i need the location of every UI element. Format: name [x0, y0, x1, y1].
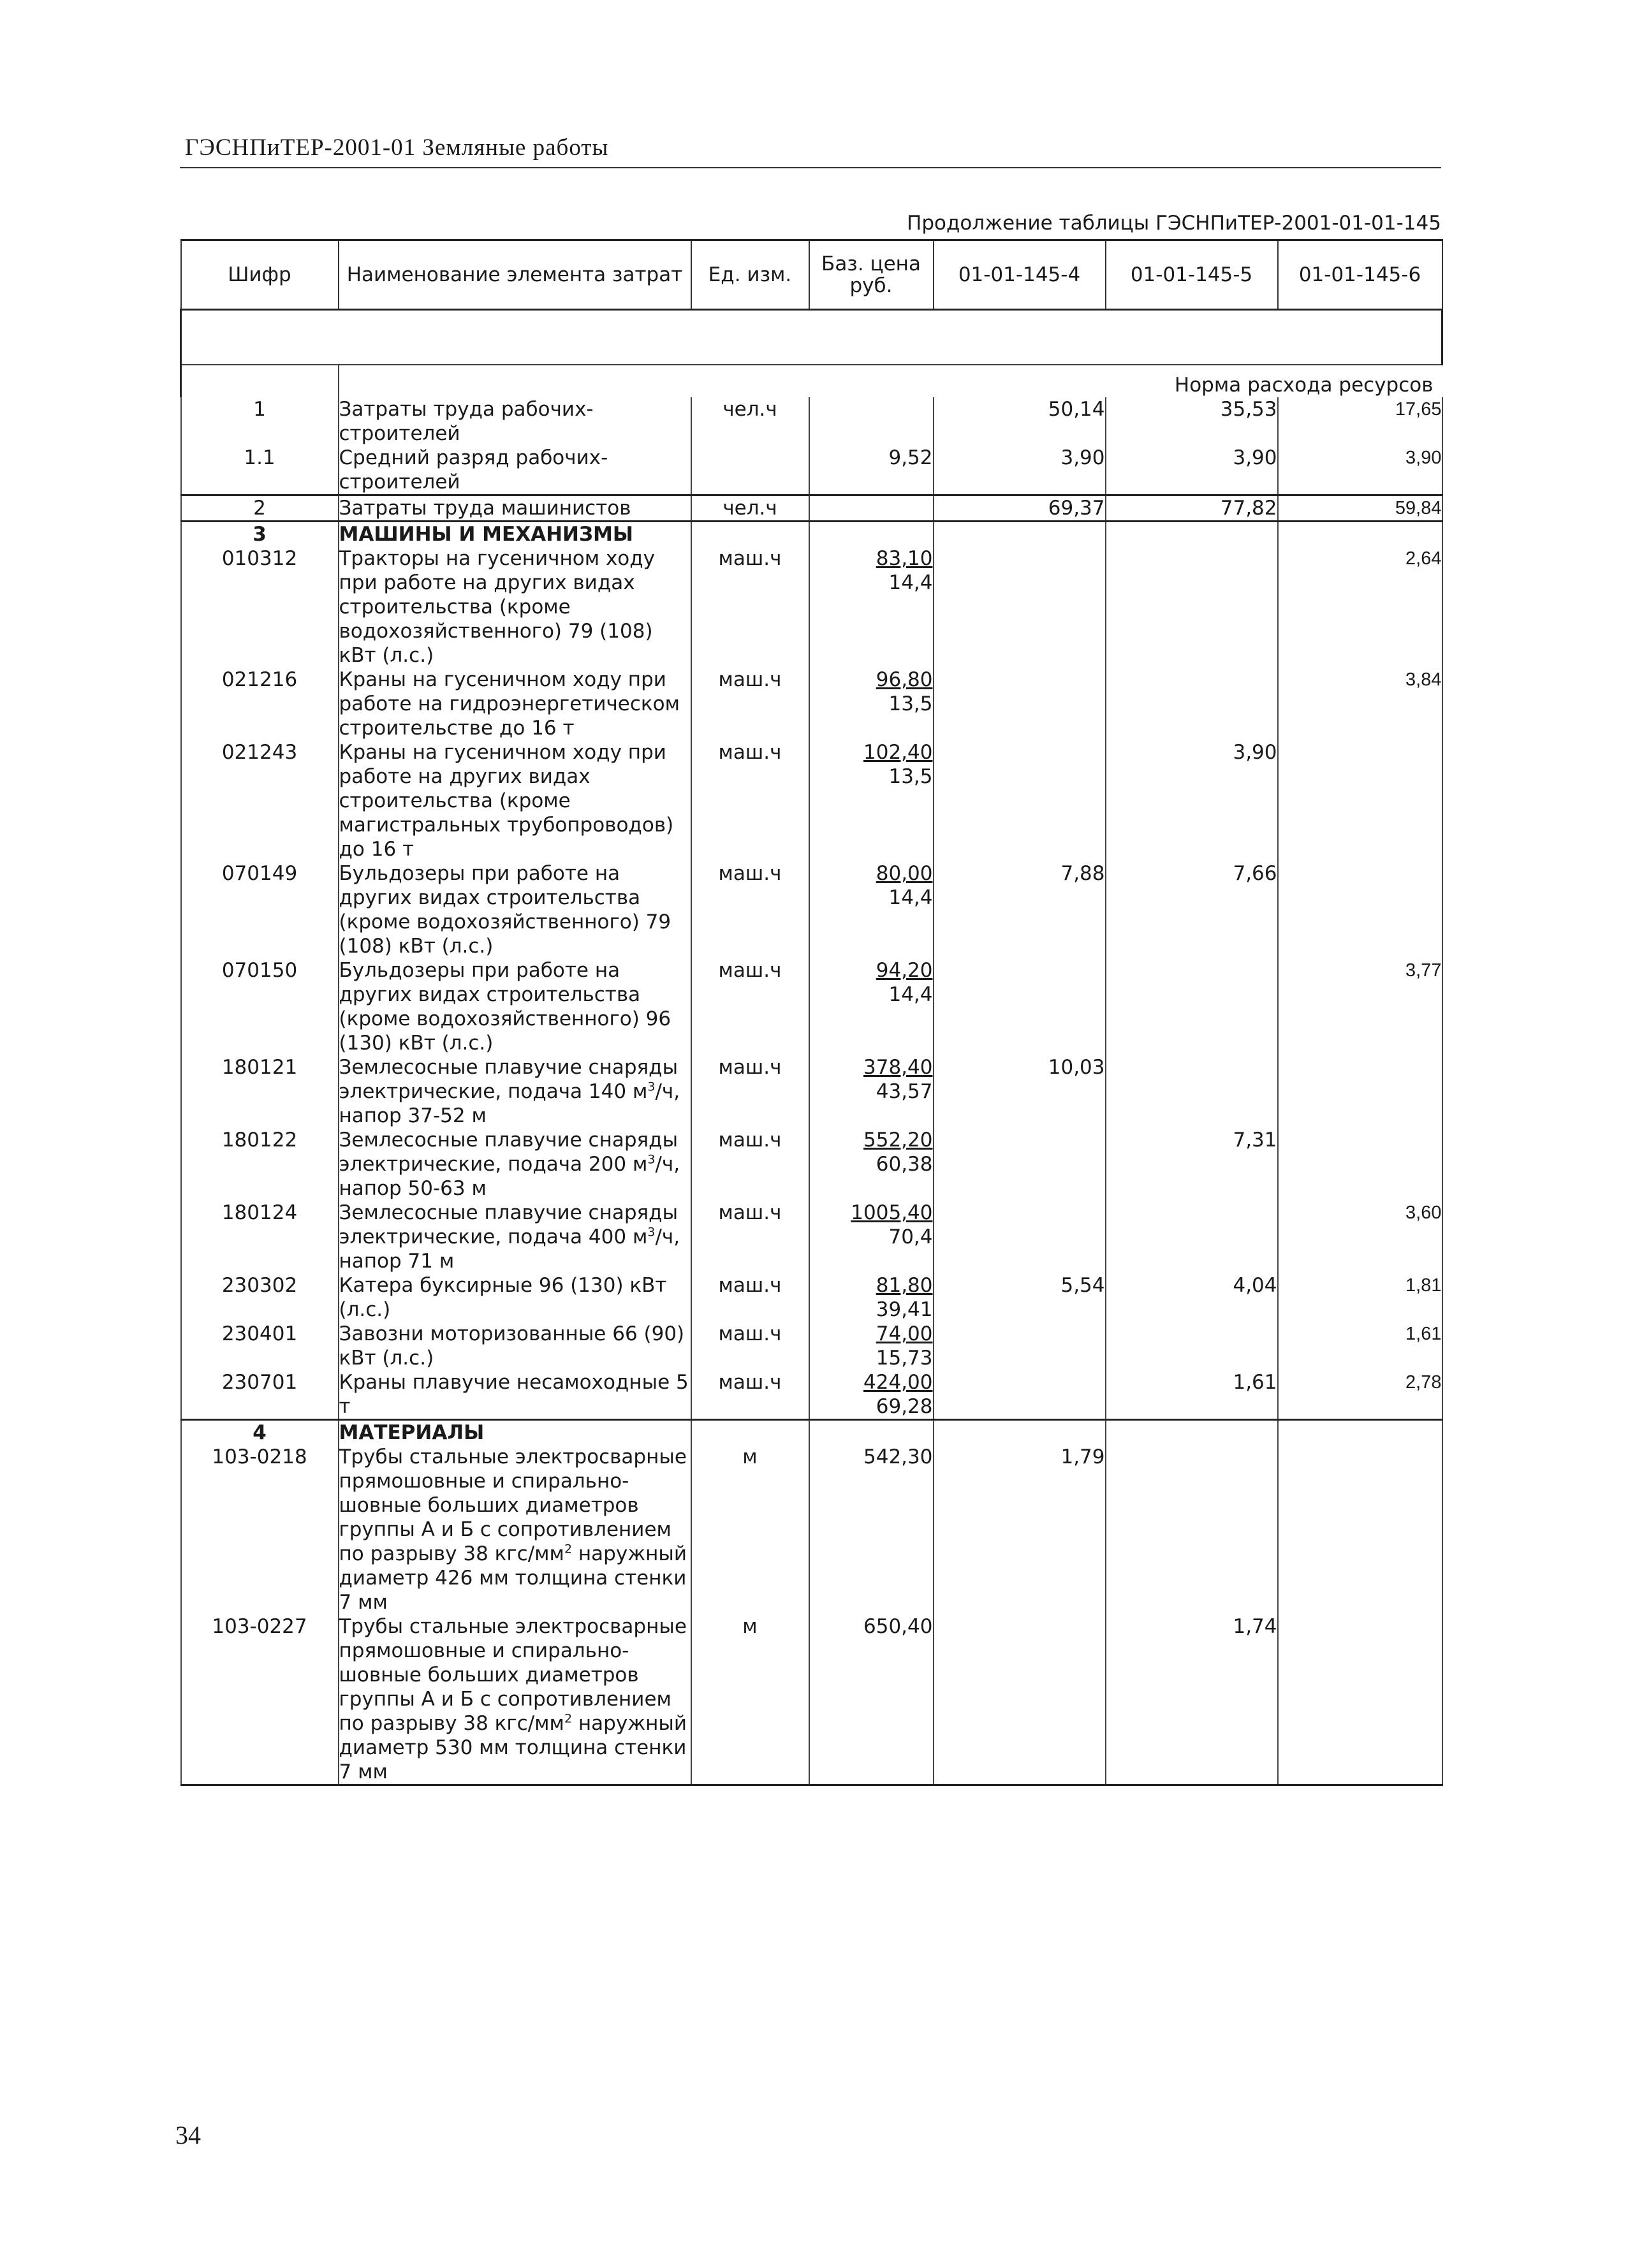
row-price	[809, 546, 934, 668]
row-name-part: /ч, напор 50-63 м	[339, 1153, 680, 1200]
row-name-part: Землесосные плавучие снаряды электрические, подача 400 м	[339, 1201, 678, 1248]
price-base: 378,40	[863, 1056, 933, 1079]
price-base: 1005,40	[851, 1201, 933, 1224]
running-header: ГЭСНПиТЕР-2001-01 Земляные работы	[185, 135, 609, 161]
section-code: 3	[181, 522, 339, 547]
row-name-part: наружный диаметр 530 мм толщина стенки 7 мм	[339, 1712, 687, 1783]
price-base: 94,20	[876, 959, 933, 982]
row-v1	[934, 1201, 1106, 1273]
row-name: Затраты труда рабочих-строителей	[339, 397, 691, 446]
row-name-sup: 3	[647, 1152, 656, 1167]
row-price	[809, 1370, 934, 1420]
header-price	[809, 240, 934, 310]
row-v3	[1278, 1445, 1442, 1614]
row-name-sup: 3	[647, 1079, 656, 1094]
table-header-row	[181, 240, 1442, 310]
row-name-part: /ч, напор 71 м	[339, 1225, 680, 1273]
row-v2	[1106, 1445, 1278, 1614]
price-base: 96,80	[876, 668, 933, 691]
row-name	[339, 1055, 691, 1128]
row-name-sup: 3	[647, 1225, 656, 1240]
header-name: Наименование элемента затрат	[339, 240, 691, 310]
row-v2	[1106, 958, 1278, 1055]
table-row	[181, 1370, 1442, 1420]
row-unit: маш.ч	[691, 1322, 809, 1370]
row-name-part: Землесосные плавучие снаряды электрические, подача 200 м	[339, 1129, 678, 1176]
norm-row-code-cell	[181, 365, 339, 397]
row-name-part: Трубы стальные электросварные прямошовные и спирально-шовные больших диаметров группы А и Б с сопротивлением по разрыву 38 кгс/мм	[339, 1445, 687, 1565]
row-name: Бульдозеры при работе на других видах строительства (кроме водохозяйственного) 79 (108) кВт (л.с.)	[339, 861, 691, 958]
spacer-band	[181, 310, 1442, 365]
row-unit: м	[691, 1614, 809, 1785]
row-price	[809, 740, 934, 861]
row-v3: 2,64	[1278, 546, 1442, 668]
row-v3: 3,60	[1278, 1201, 1442, 1273]
row-v2: 7,66	[1106, 861, 1278, 958]
row-code: 021216	[181, 668, 339, 740]
row-code: 070150	[181, 958, 339, 1055]
row-unit	[691, 446, 809, 495]
row-price	[809, 1322, 934, 1370]
row-name: Краны плавучие несамоходные 5 т	[339, 1370, 691, 1420]
row-unit: маш.ч	[691, 740, 809, 861]
row-v2	[1106, 546, 1278, 668]
price-base: 80,00	[876, 862, 933, 885]
table-caption: Продолжение таблицы ГЭСНПиТЕР-2001-01-01-145	[907, 212, 1441, 235]
row-unit: маш.ч	[691, 1201, 809, 1273]
row-price	[809, 1273, 934, 1322]
row-v3	[1278, 1614, 1442, 1785]
row-v2: 77,82	[1106, 495, 1278, 522]
row-name: Средний разряд рабочих-строителей	[339, 446, 691, 495]
row-code: 010312	[181, 546, 339, 668]
price-wage: 70,4	[888, 1225, 933, 1248]
row-unit: маш.ч	[691, 1128, 809, 1201]
row-price	[809, 397, 934, 446]
row-price	[809, 1201, 934, 1273]
table-row	[181, 1128, 1442, 1201]
row-price	[809, 495, 934, 522]
row-name	[339, 1445, 691, 1614]
row-v3	[1278, 861, 1442, 958]
row-v1	[934, 668, 1106, 740]
table-row	[181, 1614, 1442, 1785]
price-wage: 13,5	[888, 765, 933, 788]
row-code: 180122	[181, 1128, 339, 1201]
price-wage: 15,73	[876, 1347, 933, 1370]
row-v2	[1106, 668, 1278, 740]
price-wage: 69,28	[876, 1395, 933, 1418]
row-name: Катера буксирные 96 (130) кВт (л.с.)	[339, 1273, 691, 1322]
row-name-part: Землесосные плавучие снаряды электрические, подача 140 м	[339, 1056, 678, 1103]
row-v2: 3,90	[1106, 446, 1278, 495]
header-rule	[180, 167, 1441, 168]
row-v2	[1106, 1201, 1278, 1273]
table-row	[181, 397, 1442, 446]
row-unit: маш.ч	[691, 1055, 809, 1128]
price-wage: 13,5	[888, 692, 933, 715]
table-row	[181, 958, 1442, 1055]
price-wage: 60,38	[876, 1153, 933, 1176]
row-unit: маш.ч	[691, 861, 809, 958]
row-unit: маш.ч	[691, 1370, 809, 1420]
norm-label-row	[181, 365, 1442, 397]
row-v1	[934, 958, 1106, 1055]
row-price: 9,52	[809, 446, 934, 495]
header-unit: Ед. изм.	[691, 240, 809, 310]
row-v3: 3,90	[1278, 446, 1442, 495]
row-v1	[934, 1128, 1106, 1201]
row-name-sup: 2	[564, 1542, 573, 1556]
header-v1: 01-01-145-4	[934, 240, 1106, 310]
price-wage: 39,41	[876, 1298, 933, 1321]
row-v1: 7,88	[934, 861, 1106, 958]
table-row	[181, 446, 1442, 495]
band-cell	[181, 310, 339, 365]
row-name-part: Трубы стальные электросварные прямошовные и спирально-шовные больших диаметров группы А и Б с сопротивлением по разрыву 38 кгс/мм	[339, 1615, 687, 1735]
price-base: 424,00	[863, 1371, 933, 1394]
table-row	[181, 546, 1442, 668]
row-name	[339, 1201, 691, 1273]
row-price	[809, 861, 934, 958]
row-code: 180121	[181, 1055, 339, 1128]
section-row	[181, 1420, 1442, 1445]
row-v2: 1,74	[1106, 1614, 1278, 1785]
row-name: Тракторы на гусеничном ходу при работе на других видах строительства (кроме водохозяйственного) 79 (108) кВт (л.с.)	[339, 546, 691, 668]
table-row	[181, 1273, 1442, 1322]
row-v3	[1278, 1055, 1442, 1128]
row-v1: 10,03	[934, 1055, 1106, 1128]
table-row	[181, 495, 1442, 522]
row-price: 650,40	[809, 1614, 934, 1785]
row-v2: 35,53	[1106, 397, 1278, 446]
row-v1	[934, 1322, 1106, 1370]
row-v3: 1,61	[1278, 1322, 1442, 1370]
row-code: 103-0227	[181, 1614, 339, 1785]
row-v2: 3,90	[1106, 740, 1278, 861]
section-title: МАТЕРИАЛЫ	[339, 1420, 691, 1445]
header-price-line1: Баз. цена	[821, 252, 921, 275]
row-v1	[934, 546, 1106, 668]
row-code: 230401	[181, 1322, 339, 1370]
row-unit: маш.ч	[691, 1273, 809, 1322]
row-name: Завозни моторизованные 66 (90) кВт (л.с.)	[339, 1322, 691, 1370]
table-row	[181, 1322, 1442, 1370]
price-wage: 14,4	[888, 571, 933, 594]
row-name: Краны на гусеничном ходу при работе на гидроэнергетическом строительстве до 16 т	[339, 668, 691, 740]
section-title: МАШИНЫ И МЕХАНИЗМЫ	[339, 522, 691, 547]
row-v3: 1,81	[1278, 1273, 1442, 1322]
row-name: Затраты труда машинистов	[339, 495, 691, 522]
header-code: Шифр	[181, 240, 339, 310]
row-v3: 17,65	[1278, 397, 1442, 446]
header-v2: 01-01-145-5	[1106, 240, 1278, 310]
row-price	[809, 668, 934, 740]
price-wage: 14,4	[888, 886, 933, 909]
row-v1: 50,14	[934, 397, 1106, 446]
row-v2	[1106, 1055, 1278, 1128]
row-code: 103-0218	[181, 1445, 339, 1614]
row-code: 1.1	[181, 446, 339, 495]
price-base: 81,80	[876, 1274, 933, 1297]
price-base: 102,40	[863, 741, 933, 764]
norm-label: Норма расхода ресурсов	[339, 365, 1442, 397]
row-name-part: /ч, напор 37-52 м	[339, 1080, 680, 1127]
row-v2	[1106, 1322, 1278, 1370]
row-price: 542,30	[809, 1445, 934, 1614]
row-unit: чел.ч	[691, 397, 809, 446]
row-name	[339, 1614, 691, 1785]
row-v3	[1278, 740, 1442, 861]
row-v1	[934, 1370, 1106, 1420]
row-v2: 7,31	[1106, 1128, 1278, 1201]
row-code: 070149	[181, 861, 339, 958]
row-v1: 69,37	[934, 495, 1106, 522]
page-number: 34	[175, 2121, 201, 2149]
price-base: 552,20	[863, 1129, 933, 1152]
row-v3: 59,84	[1278, 495, 1442, 522]
table-row	[181, 861, 1442, 958]
table-row	[181, 1445, 1442, 1614]
row-v2: 1,61	[1106, 1370, 1278, 1420]
row-name-part: наружный диаметр 426 мм толщина стенки 7 мм	[339, 1542, 687, 1614]
row-v1: 5,54	[934, 1273, 1106, 1322]
row-code: 2	[181, 495, 339, 522]
row-v1: 3,90	[934, 446, 1106, 495]
table-row	[181, 668, 1442, 740]
row-name	[339, 1128, 691, 1201]
section-code: 4	[181, 1420, 339, 1445]
row-unit: чел.ч	[691, 495, 809, 522]
row-unit: маш.ч	[691, 668, 809, 740]
row-unit: м	[691, 1445, 809, 1614]
row-code: 230701	[181, 1370, 339, 1420]
resource-norms-table	[180, 239, 1443, 1786]
row-v3: 2,78	[1278, 1370, 1442, 1420]
row-name: Краны на гусеничном ходу при работе на других видах строительства (кроме магистральных трубопроводов) до 16 т	[339, 740, 691, 861]
row-code: 1	[181, 397, 339, 446]
row-code: 021243	[181, 740, 339, 861]
table-row	[181, 740, 1442, 861]
row-v1: 1,79	[934, 1445, 1106, 1614]
row-unit: маш.ч	[691, 958, 809, 1055]
price-base: 74,00	[876, 1322, 933, 1345]
row-v3	[1278, 1128, 1442, 1201]
row-price	[809, 1055, 934, 1128]
row-unit: маш.ч	[691, 546, 809, 668]
row-v1	[934, 740, 1106, 861]
row-v3: 3,77	[1278, 958, 1442, 1055]
price-base: 83,10	[876, 547, 933, 570]
row-name-sup: 2	[564, 1711, 573, 1726]
header-v3: 01-01-145-6	[1278, 240, 1442, 310]
header-price-line2: руб.	[849, 274, 893, 297]
row-v2: 4,04	[1106, 1273, 1278, 1322]
row-code: 230302	[181, 1273, 339, 1322]
row-code: 180124	[181, 1201, 339, 1273]
row-price	[809, 958, 934, 1055]
table-row	[181, 1201, 1442, 1273]
price-wage: 14,4	[888, 983, 933, 1006]
price-wage: 43,57	[876, 1080, 933, 1103]
table-row	[181, 1055, 1442, 1128]
row-v3: 3,84	[1278, 668, 1442, 740]
row-name: Бульдозеры при работе на других видах строительства (кроме водохозяйственного) 96 (130) кВт (л.с.)	[339, 958, 691, 1055]
row-v1	[934, 1614, 1106, 1785]
row-price	[809, 1128, 934, 1201]
section-row	[181, 522, 1442, 547]
